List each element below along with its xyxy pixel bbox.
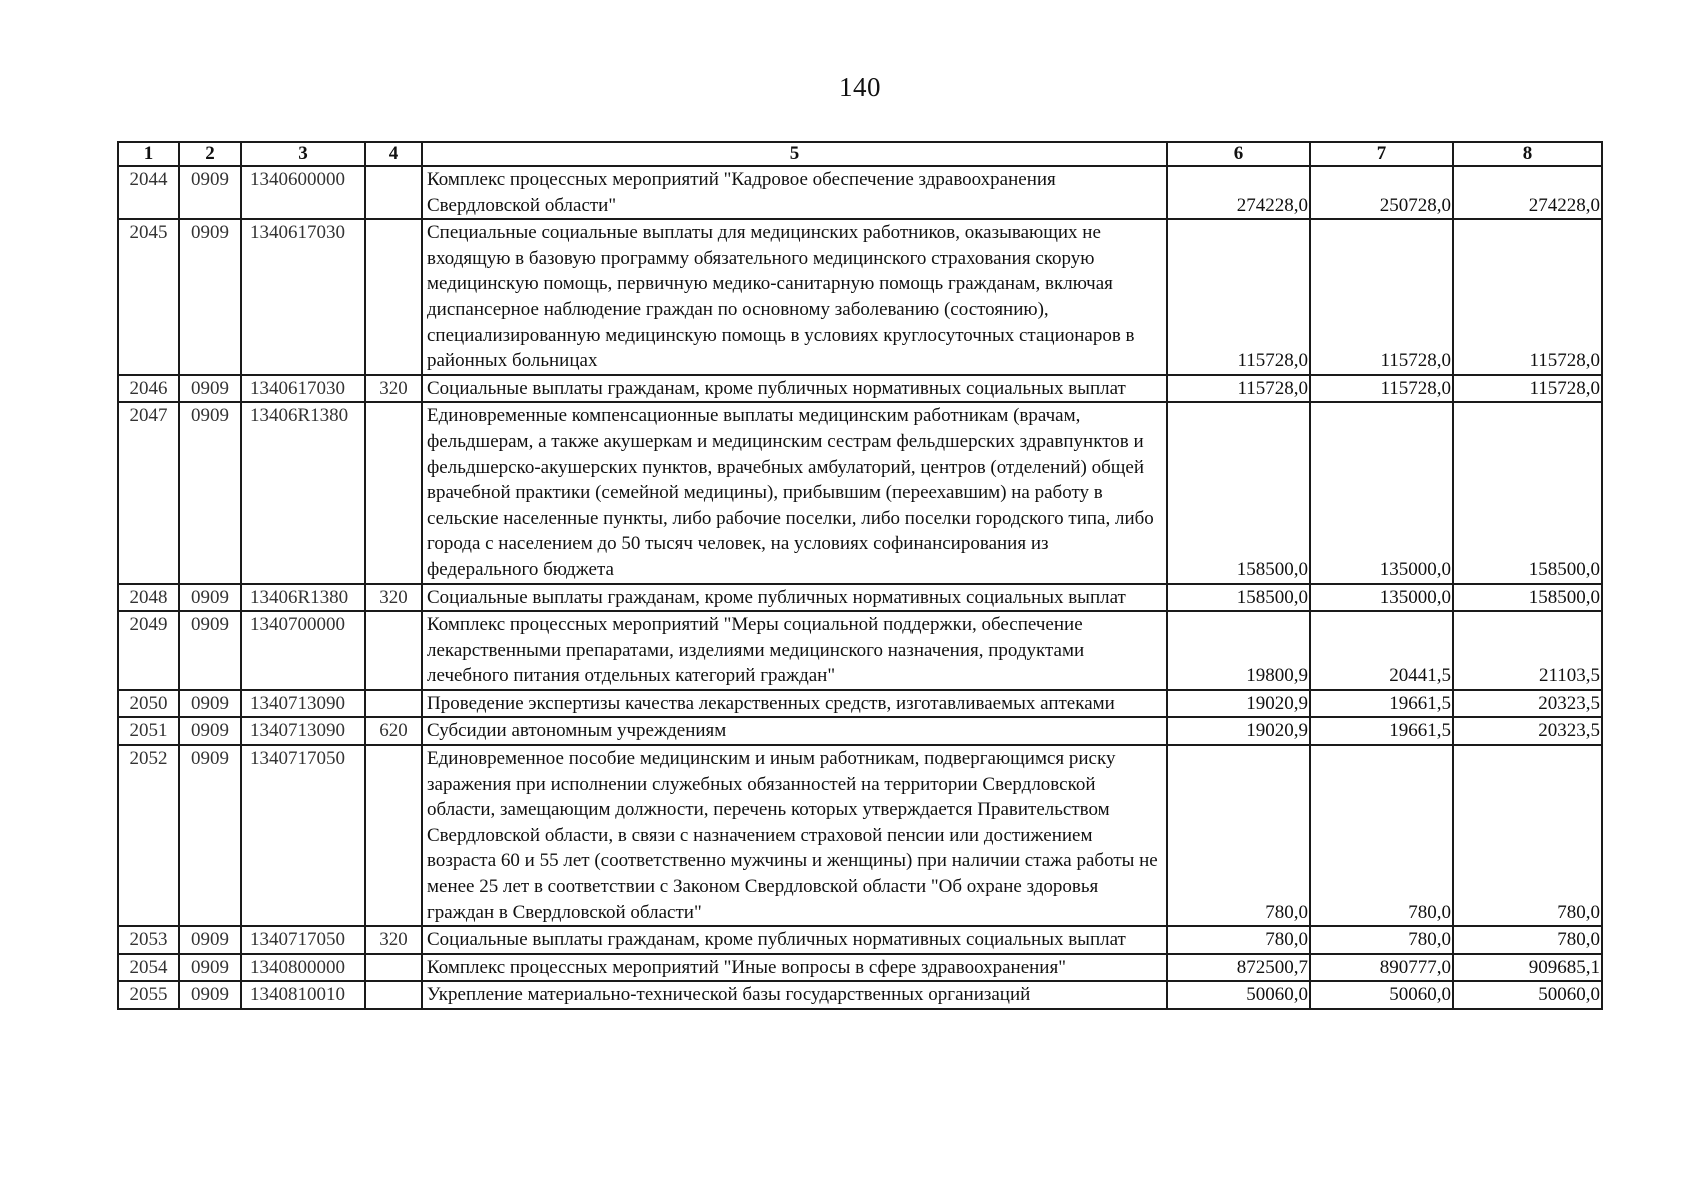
target-item-code-cell: 13406R1380: [241, 402, 365, 583]
amount-col-7-cell: 19661,5: [1310, 690, 1453, 718]
table-row: [118, 926, 1602, 954]
amount-col-6-cell: 158500,0: [1167, 584, 1310, 612]
amount-col-8-cell: 158500,0: [1453, 584, 1602, 612]
row-number-cell: 2054: [118, 954, 179, 982]
target-item-code-cell: 1340810010: [241, 981, 365, 1009]
amount-col-6-cell: 158500,0: [1167, 402, 1310, 583]
amount-col-6-cell: 872500,7: [1167, 954, 1310, 982]
section-code-cell: 0909: [179, 584, 241, 612]
amount-col-8-cell: 115728,0: [1453, 375, 1602, 403]
amount-col-8-cell: 274228,0: [1453, 166, 1602, 219]
row-number-cell: 2047: [118, 402, 179, 583]
amount-col-6-cell: 115728,0: [1167, 219, 1310, 375]
row-number-cell: 2046: [118, 375, 179, 403]
target-item-code-cell: 1340717050: [241, 926, 365, 954]
header-col-7: 7: [1310, 142, 1453, 166]
item-name-cell: Единовременное пособие медицинским и иным работникам, подвергающимся риску заражения при исполнении служебных обязанностей на территории Свердловской области, замещающим должности, перечень которых утверждается Правительством Свердловской области, в связи с назначением страховой пенсии или достижением возраста 60 и 55 лет (соответственно мужчины и женщины) при наличии стажа работы не менее 25 лет в соответствии с Законом Свердловской области "Об охране здоровья граждан в Свердловской области": [422, 745, 1167, 926]
table-row: [118, 402, 1602, 583]
target-item-code-cell: 1340717050: [241, 745, 365, 926]
item-name-cell: Субсидии автономным учреждениям: [422, 717, 1167, 745]
item-name-cell: Единовременные компенсационные выплаты медицинским работникам (врачам, фельдшерам, а также акушеркам и медицинским сестрам фельдшерских здравпунктов и фельдшерско-акушерских пунктов, врачебных амбулаторий, центров (отделений) общей врачебной практики (семейной медицины), прибывшим (переехавшим) на работу в сельские населенные пункты, либо рабочие поселки, либо поселки городского типа, либо города с населением до 50 тысяч человек, на условиях софинансирования из федерального бюджета: [422, 402, 1167, 583]
section-code-cell: 0909: [179, 611, 241, 690]
header-col-2: 2: [179, 142, 241, 166]
expense-type-cell: 320: [365, 926, 422, 954]
table-body: [118, 166, 1602, 1009]
page-number: 140: [839, 72, 881, 102]
expense-type-cell: [365, 981, 422, 1009]
amount-col-7-cell: 50060,0: [1310, 981, 1453, 1009]
amount-col-8-cell: 909685,1: [1453, 954, 1602, 982]
expense-type-cell: [365, 611, 422, 690]
amount-col-6-cell: 274228,0: [1167, 166, 1310, 219]
amount-col-6-cell: 780,0: [1167, 745, 1310, 926]
amount-col-7-cell: 890777,0: [1310, 954, 1453, 982]
table-row: [118, 745, 1602, 926]
expense-type-cell: [365, 402, 422, 583]
amount-col-6-cell: 780,0: [1167, 926, 1310, 954]
row-number-cell: 2045: [118, 219, 179, 375]
section-code-cell: 0909: [179, 219, 241, 375]
item-name-cell: Проведение экспертизы качества лекарственных средств, изготавливаемых аптеками: [422, 690, 1167, 718]
row-number-cell: 2053: [118, 926, 179, 954]
row-number-cell: 2052: [118, 745, 179, 926]
header-col-6: 6: [1167, 142, 1310, 166]
amount-col-8-cell: 115728,0: [1453, 219, 1602, 375]
expense-type-cell: [365, 745, 422, 926]
table-row: [118, 584, 1602, 612]
header-row: [118, 142, 1602, 166]
section-code-cell: 0909: [179, 926, 241, 954]
header-col-4: 4: [365, 142, 422, 166]
amount-col-8-cell: 780,0: [1453, 745, 1602, 926]
expense-type-cell: [365, 219, 422, 375]
amount-col-6-cell: 19020,9: [1167, 717, 1310, 745]
amount-col-6-cell: 19800,9: [1167, 611, 1310, 690]
header-col-8: 8: [1453, 142, 1602, 166]
section-code-cell: 0909: [179, 954, 241, 982]
row-number-cell: 2051: [118, 717, 179, 745]
expense-type-cell: 620: [365, 717, 422, 745]
expense-type-cell: 320: [365, 584, 422, 612]
amount-col-7-cell: 135000,0: [1310, 584, 1453, 612]
expense-type-cell: [365, 166, 422, 219]
target-item-code-cell: 1340800000: [241, 954, 365, 982]
amount-col-8-cell: 158500,0: [1453, 402, 1602, 583]
amount-col-7-cell: 250728,0: [1310, 166, 1453, 219]
expense-type-cell: [365, 690, 422, 718]
budget-table: [117, 141, 1603, 1010]
table-row: [118, 375, 1602, 403]
target-item-code-cell: 1340700000: [241, 611, 365, 690]
amount-col-8-cell: 20323,5: [1453, 717, 1602, 745]
amount-col-7-cell: 20441,5: [1310, 611, 1453, 690]
item-name-cell: Комплекс процессных мероприятий "Кадровое обеспечение здравоохранения Свердловской области": [422, 166, 1167, 219]
target-item-code-cell: 13406R1380: [241, 584, 365, 612]
item-name-cell: Комплекс процессных мероприятий "Меры социальной поддержки, обеспечение лекарственными препаратами, изделиями медицинского назначения, продуктами лечебного питания отдельных категорий граждан": [422, 611, 1167, 690]
section-code-cell: 0909: [179, 402, 241, 583]
table-row: [118, 166, 1602, 219]
amount-col-8-cell: 20323,5: [1453, 690, 1602, 718]
amount-col-8-cell: 21103,5: [1453, 611, 1602, 690]
amount-col-6-cell: 115728,0: [1167, 375, 1310, 403]
amount-col-6-cell: 50060,0: [1167, 981, 1310, 1009]
section-code-cell: 0909: [179, 375, 241, 403]
amount-col-7-cell: 115728,0: [1310, 375, 1453, 403]
table-header: [118, 142, 1602, 166]
target-item-code-cell: 1340617030: [241, 219, 365, 375]
section-code-cell: 0909: [179, 745, 241, 926]
amount-col-8-cell: 50060,0: [1453, 981, 1602, 1009]
target-item-code-cell: 1340600000: [241, 166, 365, 219]
item-name-cell: Укрепление материально-технической базы государственных организаций: [422, 981, 1167, 1009]
target-item-code-cell: 1340713090: [241, 717, 365, 745]
table-row: [118, 981, 1602, 1009]
row-number-cell: 2049: [118, 611, 179, 690]
header-col-1: 1: [118, 142, 179, 166]
item-name-cell: Комплекс процессных мероприятий "Иные вопросы в сфере здравоохранения": [422, 954, 1167, 982]
table-row: [118, 954, 1602, 982]
table-row: [118, 611, 1602, 690]
row-number-cell: 2050: [118, 690, 179, 718]
amount-col-7-cell: 135000,0: [1310, 402, 1453, 583]
row-number-cell: 2055: [118, 981, 179, 1009]
table-row: [118, 717, 1602, 745]
header-col-3: 3: [241, 142, 365, 166]
section-code-cell: 0909: [179, 717, 241, 745]
amount-col-7-cell: 115728,0: [1310, 219, 1453, 375]
item-name-cell: Социальные выплаты гражданам, кроме публичных нормативных социальных выплат: [422, 375, 1167, 403]
amount-col-6-cell: 19020,9: [1167, 690, 1310, 718]
target-item-code-cell: 1340617030: [241, 375, 365, 403]
amount-col-7-cell: 780,0: [1310, 926, 1453, 954]
item-name-cell: Социальные выплаты гражданам, кроме публичных нормативных социальных выплат: [422, 584, 1167, 612]
section-code-cell: 0909: [179, 690, 241, 718]
header-col-5: 5: [422, 142, 1167, 166]
section-code-cell: 0909: [179, 166, 241, 219]
item-name-cell: Социальные выплаты гражданам, кроме публичных нормативных социальных выплат: [422, 926, 1167, 954]
row-number-cell: 2048: [118, 584, 179, 612]
table-row: [118, 690, 1602, 718]
amount-col-7-cell: 19661,5: [1310, 717, 1453, 745]
row-number-cell: 2044: [118, 166, 179, 219]
target-item-code-cell: 1340713090: [241, 690, 365, 718]
section-code-cell: 0909: [179, 981, 241, 1009]
expense-type-cell: 320: [365, 375, 422, 403]
table-row: [118, 219, 1602, 375]
expense-type-cell: [365, 954, 422, 982]
item-name-cell: Специальные социальные выплаты для медицинских работников, оказывающих не входящую в базовую программу обязательного медицинского страхования скорую медицинскую помощь, первичную медико-санитарную помощь гражданам, включая диспансерное наблюдение граждан по основному заболеванию (состоянию), специализированную медицинскую помощь в условиях круглосуточных стационаров в районных больницах: [422, 219, 1167, 375]
amount-col-7-cell: 780,0: [1310, 745, 1453, 926]
amount-col-8-cell: 780,0: [1453, 926, 1602, 954]
